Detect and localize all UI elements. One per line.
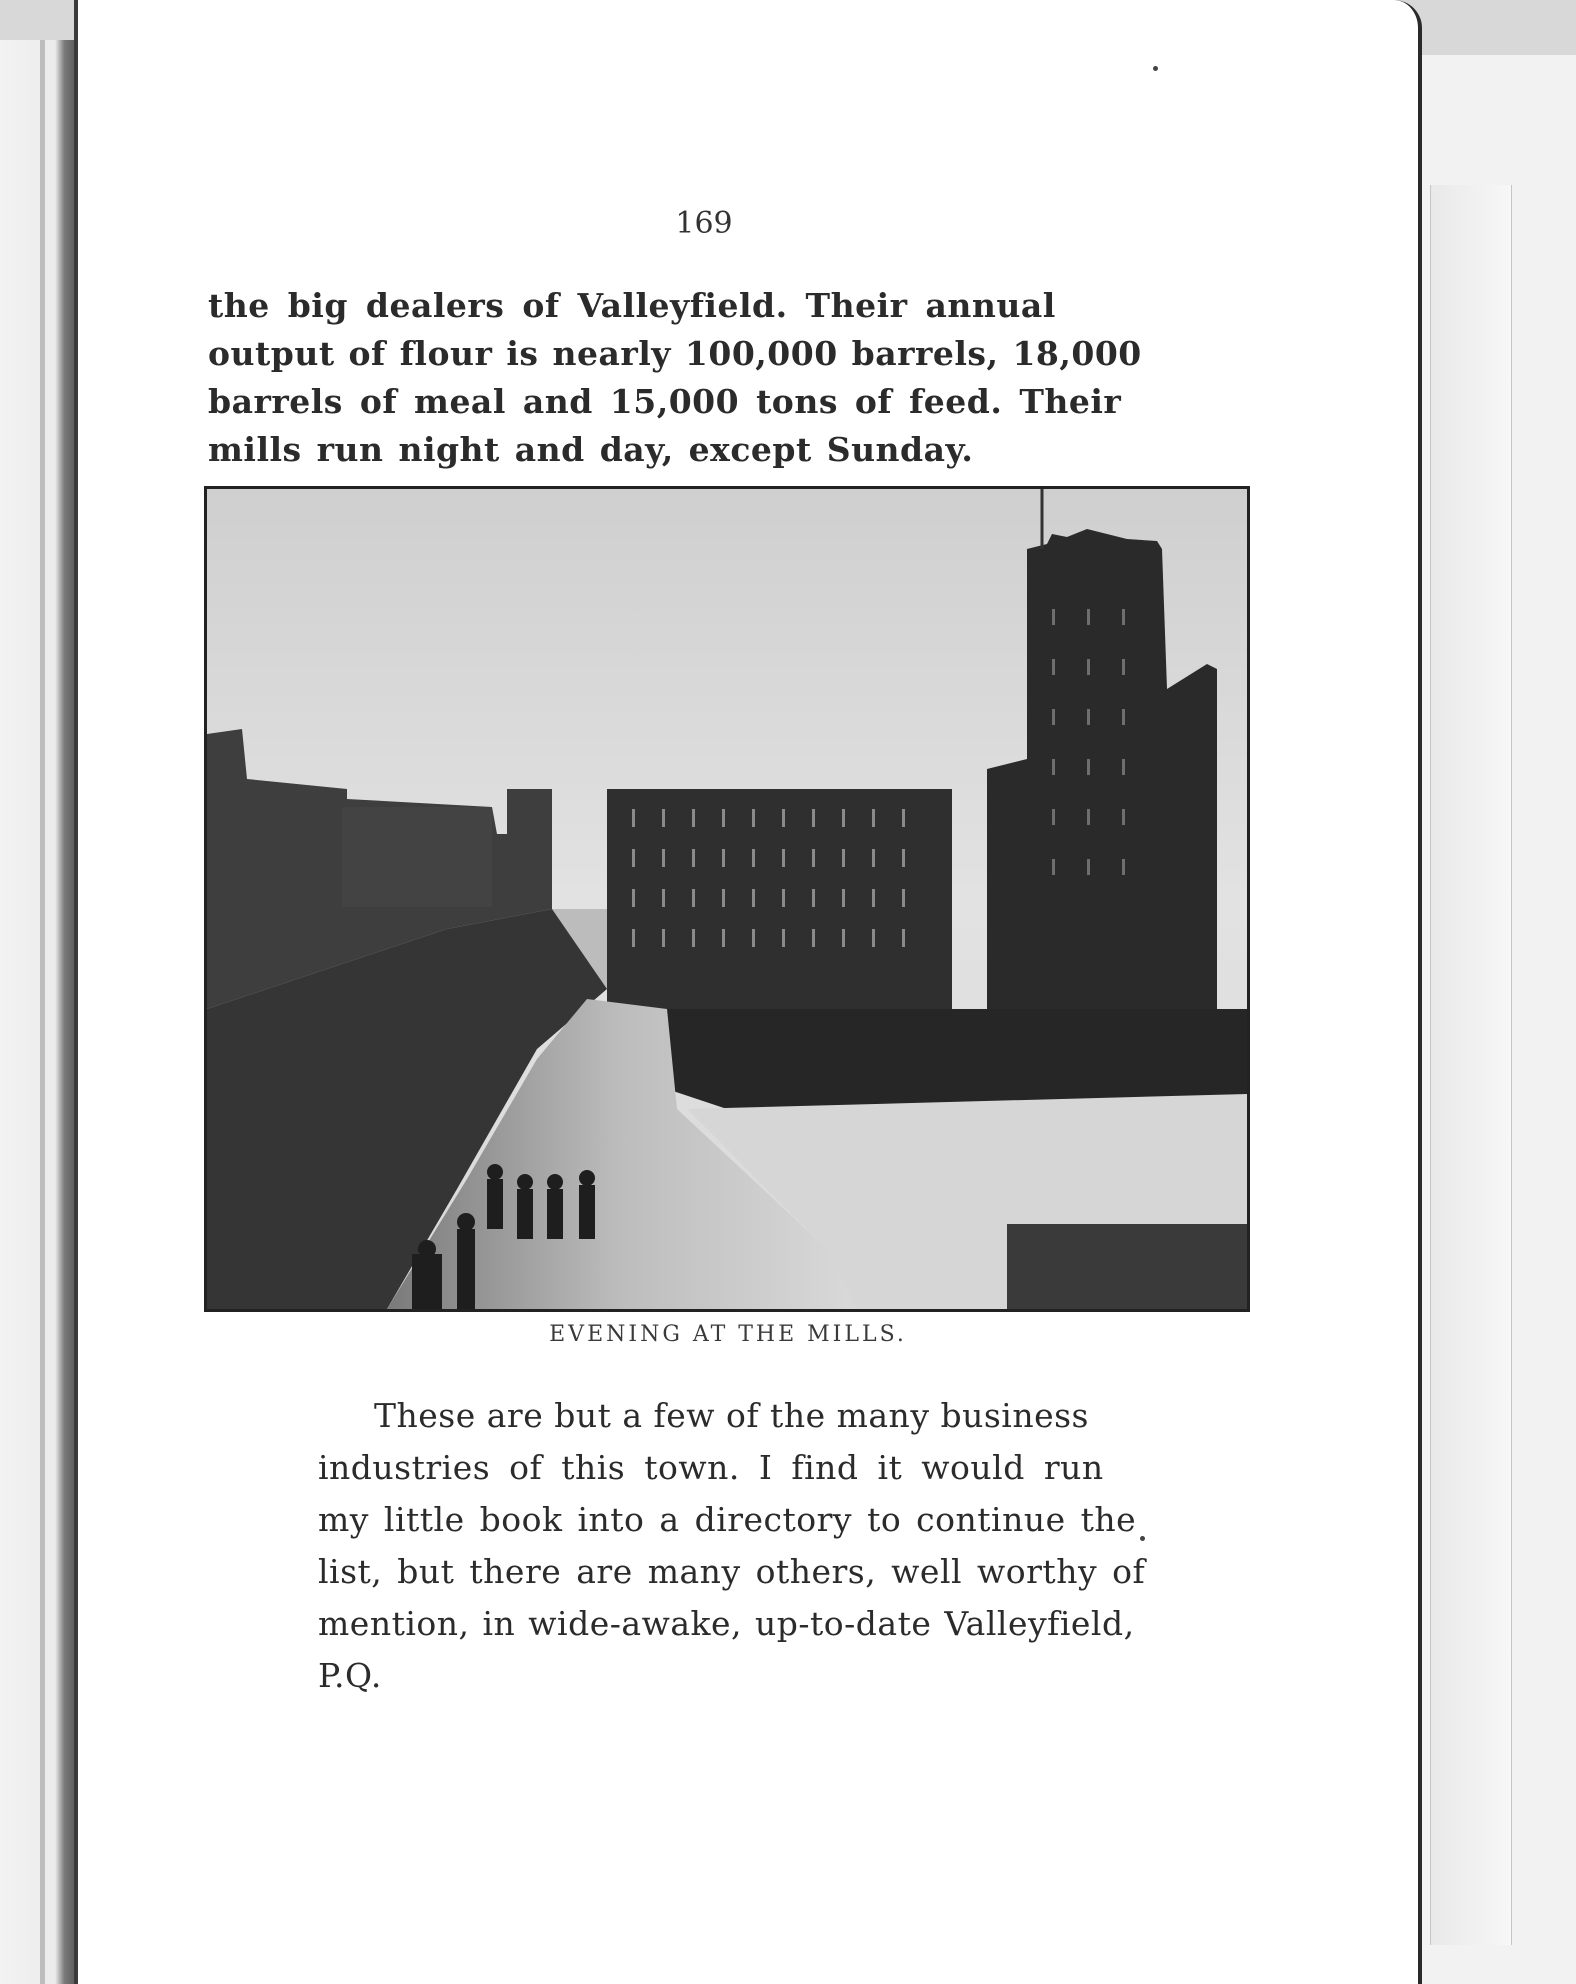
scan-speck <box>1140 1536 1145 1541</box>
mill-photograph <box>204 486 1250 1312</box>
text-line: mills run night and day, except Sunday. <box>208 430 974 469</box>
paragraph-bottom <box>318 1390 1198 1702</box>
book-page <box>78 0 1422 1984</box>
scan-speck <box>1153 66 1158 71</box>
paragraph-top <box>208 282 1142 474</box>
text-line: industries of this town. I find it would run <box>318 1448 1104 1487</box>
text-line: list, but there are many others, well worthy of <box>318 1552 1146 1591</box>
page-stack-edge-inner <box>1430 185 1512 1945</box>
text-line: P.Q. <box>318 1656 382 1695</box>
text-line: the big dealers of Valleyfield. Their annual <box>208 286 1056 325</box>
mill-scene-image <box>207 489 1247 1309</box>
text-line: These are but a few of the many business <box>374 1396 1089 1435</box>
figure-caption: EVENING AT THE MILLS. <box>549 1322 907 1347</box>
text-line: mention, in wide-awake, up-to-date Valleyfield, <box>318 1604 1135 1643</box>
text-line: output of flour is nearly 100,000 barrels, 18,000 <box>208 334 1142 373</box>
text-line: barrels of meal and 15,000 tons of feed. Their <box>208 382 1122 421</box>
left-page-rule <box>40 40 45 1984</box>
text-line: my little book into a directory to continue the <box>318 1500 1137 1539</box>
page-number: 169 <box>675 206 733 241</box>
